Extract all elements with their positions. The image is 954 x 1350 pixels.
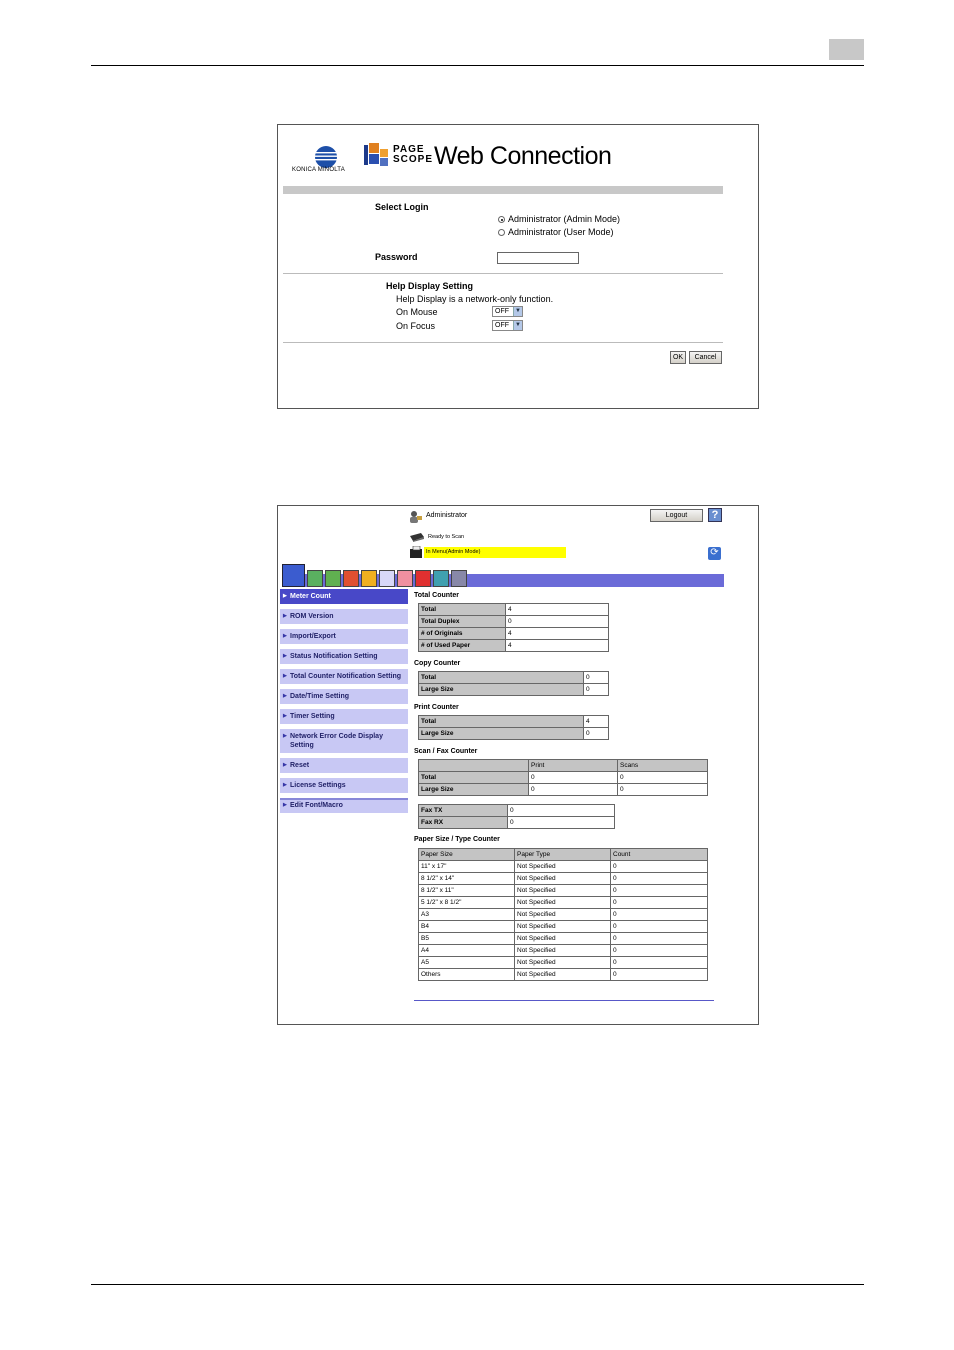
- sidebar-item-meter-count[interactable]: ▶ Meter Count: [280, 589, 408, 605]
- maintenance-tab-icon[interactable]: [282, 564, 305, 587]
- paper-counter-title: Paper Size / Type Counter: [414, 836, 500, 843]
- app-title: Web Connection: [434, 142, 612, 170]
- help-display-label: Help Display Setting: [386, 281, 474, 291]
- help-icon[interactable]: ?: [708, 508, 722, 522]
- cell: Total: [419, 716, 584, 728]
- cell: 0: [508, 805, 615, 817]
- scanner-status: Ready to Scan: [428, 534, 465, 540]
- cell: 0: [584, 672, 609, 684]
- paper-counter-table: [418, 848, 708, 981]
- cell: # of Originals: [419, 628, 506, 640]
- cell: Fax TX: [419, 805, 508, 817]
- cell: 0: [611, 921, 708, 933]
- table-row: [419, 604, 609, 616]
- administrator-icon: [409, 510, 423, 523]
- cell: # of Used Paper: [419, 640, 506, 652]
- chevron-down-icon: ▼: [513, 321, 522, 330]
- cell: 5 1/2" x 8 1/2": [419, 897, 515, 909]
- table-row: [419, 784, 708, 796]
- cell: 0: [611, 873, 708, 885]
- cell: 0: [611, 957, 708, 969]
- cell: Total: [419, 604, 506, 616]
- cell: Not Specified: [515, 945, 611, 957]
- cell: Large Size: [419, 684, 584, 696]
- cell: 4: [506, 640, 609, 652]
- print-counter-table: [418, 715, 609, 740]
- sidebar-item-total-counter-notification[interactable]: ▶ Total Counter Notification Setting: [280, 669, 408, 685]
- cell: Not Specified: [515, 921, 611, 933]
- box-tab-icon[interactable]: [361, 570, 377, 587]
- cell: 0: [618, 772, 708, 784]
- on-focus-select[interactable]: [492, 320, 523, 331]
- brand-name: KONICA MINOLTA: [292, 167, 345, 173]
- on-mouse-label: On Mouse: [396, 307, 438, 317]
- table-row: [419, 728, 609, 740]
- page-scope-word: PAGE SCOPE: [393, 144, 434, 165]
- scan-fax-counter-table: [418, 759, 708, 796]
- table-row: [419, 909, 708, 921]
- cell: Others: [419, 969, 515, 981]
- cell: 8 1/2" x 14": [419, 873, 515, 885]
- logout-button[interactable]: Logout: [650, 509, 703, 522]
- cell: Not Specified: [515, 969, 611, 981]
- header-bar: [283, 186, 723, 194]
- cell: Not Specified: [515, 957, 611, 969]
- cell: 0: [506, 616, 609, 628]
- cell: 0: [584, 728, 609, 740]
- cell: Not Specified: [515, 933, 611, 945]
- cell: Fax RX: [419, 817, 508, 829]
- cell: 4: [506, 628, 609, 640]
- table-row: [419, 760, 708, 772]
- table-row: [419, 969, 708, 981]
- table-row: [419, 684, 609, 696]
- cell: Large Size: [419, 784, 529, 796]
- refresh-icon[interactable]: ⟳: [708, 547, 721, 560]
- fax-tab-icon[interactable]: [433, 570, 449, 587]
- cell: Not Specified: [515, 885, 611, 897]
- user-auth-tab-icon[interactable]: [343, 570, 359, 587]
- cell: Not Specified: [515, 897, 611, 909]
- sidebar-item-import-export[interactable]: ▶ Import/Export: [280, 629, 408, 645]
- cell: Not Specified: [515, 861, 611, 873]
- total-counter-table: [418, 603, 609, 652]
- total-counter-title: Total Counter: [414, 592, 459, 599]
- cell: 0: [611, 945, 708, 957]
- table-row: [419, 672, 609, 684]
- table-row: [419, 921, 708, 933]
- scanner-icon: [409, 532, 425, 542]
- ok-button[interactable]: OK: [670, 351, 686, 364]
- table-row: [419, 933, 708, 945]
- cell: Total: [419, 772, 529, 784]
- table-row: [419, 640, 609, 652]
- password-label: Password: [375, 252, 418, 262]
- cancel-button[interactable]: Cancel: [689, 351, 722, 364]
- column-header: Scans: [618, 760, 708, 772]
- on-mouse-value: OFF: [495, 308, 509, 315]
- divider: [283, 273, 723, 274]
- fax-counter-table: [418, 804, 615, 829]
- sidebar-item-date-time[interactable]: ▶ Date/Time Setting: [280, 689, 408, 705]
- cell: A4: [419, 945, 515, 957]
- printer-status-icon: [409, 546, 424, 559]
- cell: Not Specified: [515, 909, 611, 921]
- table-row: [419, 628, 609, 640]
- konica-minolta-logo-icon: [306, 143, 346, 183]
- footer-rule: [91, 1284, 864, 1285]
- cell: A5: [419, 957, 515, 969]
- cell: 4: [506, 604, 609, 616]
- on-mouse-select[interactable]: [492, 306, 523, 317]
- table-row: [419, 873, 708, 885]
- table-row: [419, 805, 615, 817]
- sidebar-item-rom-version[interactable]: ▶ ROM Version: [280, 609, 408, 625]
- table-row: [419, 772, 708, 784]
- login-screenshot: [277, 124, 759, 409]
- cell: 0: [611, 861, 708, 873]
- mode-status: In Menu(Admin Mode): [424, 547, 566, 558]
- table-row: [419, 849, 708, 861]
- column-header: Count: [611, 849, 708, 861]
- radio-user-mode[interactable]: [498, 229, 505, 236]
- table-row: [419, 861, 708, 873]
- copy-counter-table: [418, 671, 609, 696]
- table-row: [419, 885, 708, 897]
- chevron-down-icon: ▼: [513, 307, 522, 316]
- system-tab-icon[interactable]: [307, 570, 323, 587]
- network-fax-tab-icon[interactable]: [451, 570, 467, 587]
- table-row: [419, 716, 609, 728]
- select-login-label: Select Login: [375, 202, 429, 212]
- cell: Not Specified: [515, 873, 611, 885]
- user-label: Administrator: [426, 512, 468, 519]
- cell: 0: [529, 772, 618, 784]
- sidebar-item-reset[interactable]: ▶ Reset: [280, 758, 408, 774]
- header-rule: [91, 65, 864, 66]
- cell: 0: [584, 684, 609, 696]
- cell: Total Duplex: [419, 616, 506, 628]
- sidebar: [280, 589, 408, 814]
- cell: Large Size: [419, 728, 584, 740]
- table-row: [419, 957, 708, 969]
- on-focus-label: On Focus: [396, 321, 436, 331]
- cell: 11" x 17": [419, 861, 515, 873]
- table-row: [419, 945, 708, 957]
- scan-fax-counter-title: Scan / Fax Counter: [414, 748, 478, 755]
- sidebar-item-license[interactable]: ▶ License Settings: [280, 778, 408, 794]
- print-setting-tab-icon[interactable]: [397, 570, 413, 587]
- table-row: [419, 897, 708, 909]
- cell: 0: [618, 784, 708, 796]
- sidebar-item-network-error-code[interactable]: ▶ Network Error Code Display Setting: [280, 729, 408, 754]
- cell: 0: [611, 933, 708, 945]
- cell: 0: [611, 909, 708, 921]
- sidebar-item-status-notification[interactable]: ▶ Status Notification Setting: [280, 649, 408, 665]
- cell: 0: [529, 784, 618, 796]
- divider: [283, 342, 723, 343]
- column-header: [419, 760, 529, 772]
- password-input[interactable]: [497, 252, 579, 264]
- radio-admin-mode[interactable]: [498, 216, 505, 223]
- security-tab-icon[interactable]: [325, 570, 341, 587]
- content-bottom-rule: [414, 1000, 714, 1001]
- table-row: [419, 616, 609, 628]
- table-row: [419, 817, 615, 829]
- column-header: Paper Type: [515, 849, 611, 861]
- cell: A3: [419, 909, 515, 921]
- sidebar-divider: [280, 798, 408, 800]
- cell: 0: [508, 817, 615, 829]
- page-number-box: [829, 39, 864, 60]
- store-address-tab-icon[interactable]: [415, 570, 431, 587]
- sidebar-item-edit-font[interactable]: ▶ Edit Font/Macro: [280, 798, 408, 814]
- radio-admin-mode-label: Administrator (Admin Mode): [508, 214, 621, 224]
- print-counter-title: Print Counter: [414, 704, 459, 711]
- sidebar-item-timer[interactable]: ▶ Timer Setting: [280, 709, 408, 725]
- column-header: Paper Size: [419, 849, 515, 861]
- help-display-note: Help Display is a network-only function.: [396, 294, 554, 304]
- network-tab-icon[interactable]: [379, 570, 395, 587]
- cell: 0: [611, 969, 708, 981]
- cell: B5: [419, 933, 515, 945]
- cell: 8 1/2" x 11": [419, 885, 515, 897]
- cell: 0: [611, 897, 708, 909]
- cell: 0: [611, 885, 708, 897]
- cell: B4: [419, 921, 515, 933]
- copy-counter-title: Copy Counter: [414, 660, 461, 667]
- cell: Total: [419, 672, 584, 684]
- radio-user-mode-label: Administrator (User Mode): [508, 227, 614, 237]
- meter-count-screenshot: [277, 505, 759, 1025]
- on-focus-value: OFF: [495, 322, 509, 329]
- tab-icons: [282, 564, 469, 587]
- column-header: Print: [529, 760, 618, 772]
- cell: 4: [584, 716, 609, 728]
